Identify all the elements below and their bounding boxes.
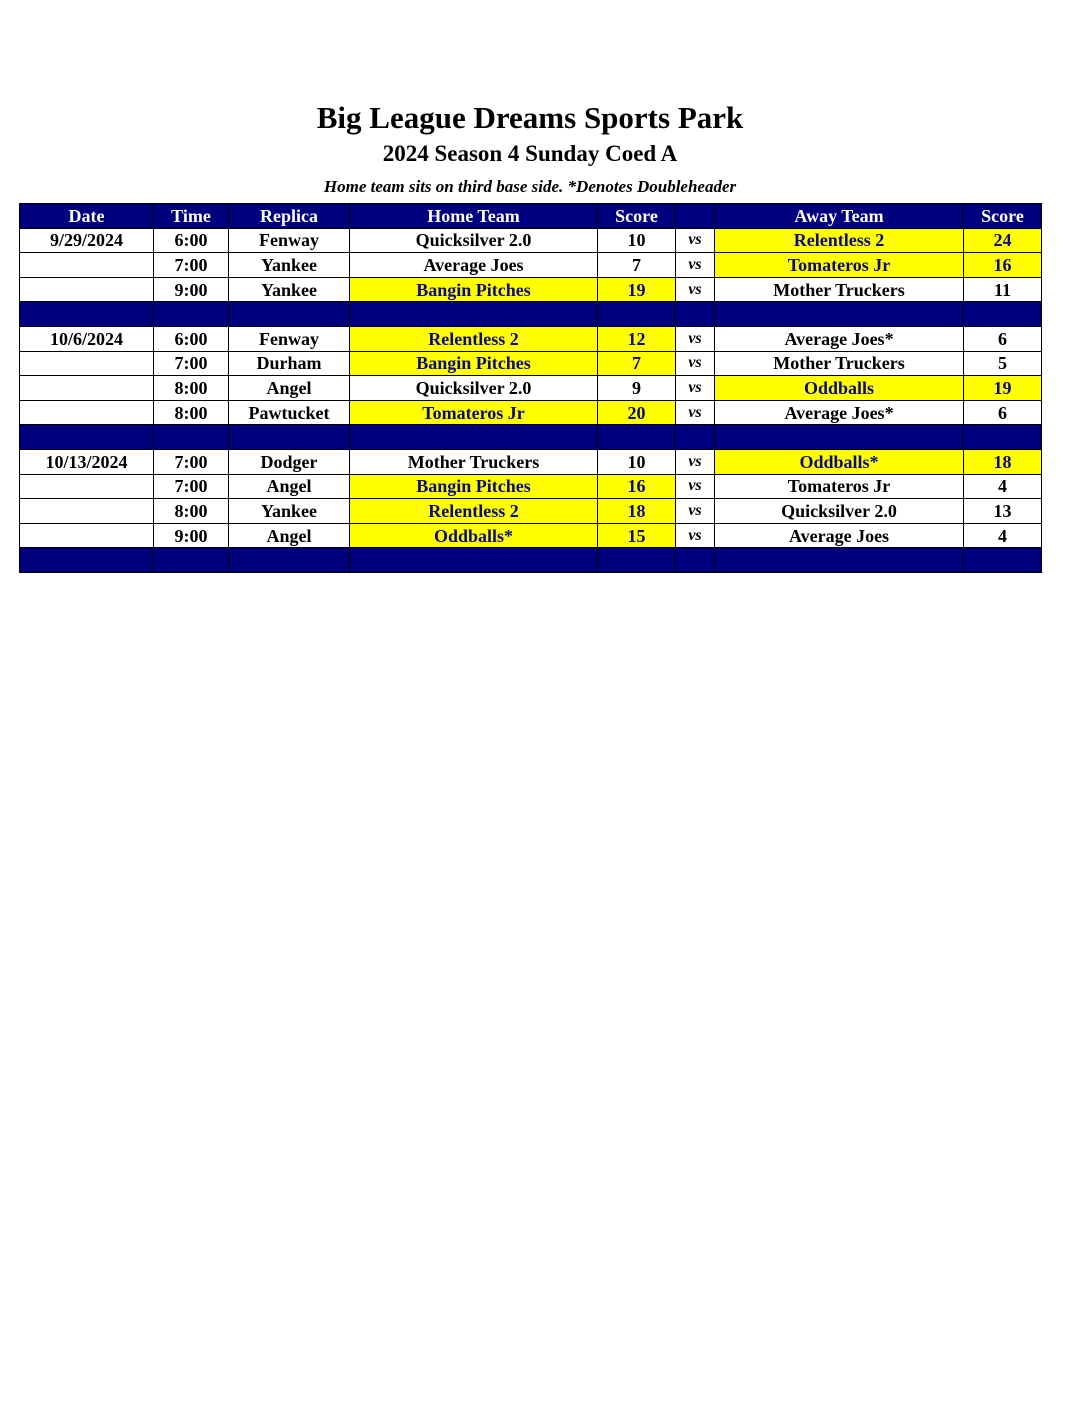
date-cell bbox=[20, 499, 154, 524]
replica-cell: Angel bbox=[229, 474, 350, 499]
date-cell bbox=[20, 253, 154, 278]
home-score-cell: 19 bbox=[598, 277, 676, 302]
away-team-cell: Oddballs bbox=[715, 376, 964, 401]
home-team-cell: Average Joes bbox=[350, 253, 598, 278]
table-row bbox=[20, 400, 1042, 425]
date-cell bbox=[20, 277, 154, 302]
away-score-cell: 16 bbox=[964, 253, 1042, 278]
home-score-cell: 7 bbox=[598, 253, 676, 278]
separator-cell bbox=[229, 425, 350, 450]
home-team-cell: Relentless 2 bbox=[350, 499, 598, 524]
col-header-away-score: Score bbox=[964, 204, 1042, 229]
table-row bbox=[20, 253, 1042, 278]
home-score-cell: 16 bbox=[598, 474, 676, 499]
page-title: Big League Dreams Sports Park bbox=[316, 100, 744, 135]
vs-cell: vs bbox=[676, 449, 715, 474]
separator-cell bbox=[20, 425, 154, 450]
time-cell: 6:00 bbox=[154, 326, 229, 351]
table-row bbox=[20, 449, 1042, 474]
home-team-cell: Relentless 2 bbox=[350, 326, 598, 351]
away-score-cell: 24 bbox=[964, 228, 1042, 253]
separator-cell bbox=[676, 548, 715, 573]
home-team-cell: Bangin Pitches bbox=[350, 351, 598, 376]
page-subtitle: 2024 Season 4 Sunday Coed A bbox=[382, 141, 678, 166]
replica-cell: Yankee bbox=[229, 253, 350, 278]
time-cell: 7:00 bbox=[154, 351, 229, 376]
separator-cell bbox=[676, 302, 715, 327]
home-score-cell: 20 bbox=[598, 400, 676, 425]
table-row bbox=[20, 474, 1042, 499]
time-cell: 8:00 bbox=[154, 499, 229, 524]
table-row bbox=[20, 326, 1042, 351]
separator-row bbox=[20, 425, 1042, 450]
away-team-cell: Quicksilver 2.0 bbox=[715, 499, 964, 524]
col-header-date: Date bbox=[20, 204, 154, 229]
away-score-cell: 19 bbox=[964, 376, 1042, 401]
away-score-cell: 6 bbox=[964, 326, 1042, 351]
date-cell bbox=[20, 400, 154, 425]
vs-cell: vs bbox=[676, 277, 715, 302]
col-header-vs bbox=[676, 204, 715, 229]
away-team-cell: Tomateros Jr bbox=[715, 474, 964, 499]
schedule-table bbox=[19, 203, 1042, 573]
separator-cell bbox=[598, 425, 676, 450]
time-cell: 9:00 bbox=[154, 277, 229, 302]
away-score-cell: 13 bbox=[964, 499, 1042, 524]
separator-cell bbox=[964, 548, 1042, 573]
time-cell: 8:00 bbox=[154, 376, 229, 401]
separator-cell bbox=[715, 425, 964, 450]
vs-cell: vs bbox=[676, 400, 715, 425]
col-header-home-score: Score bbox=[598, 204, 676, 229]
home-team-cell: Bangin Pitches bbox=[350, 474, 598, 499]
away-team-cell: Oddballs* bbox=[715, 449, 964, 474]
separator-cell bbox=[154, 425, 229, 450]
separator-cell bbox=[350, 302, 598, 327]
time-cell: 6:00 bbox=[154, 228, 229, 253]
replica-cell: Fenway bbox=[229, 326, 350, 351]
separator-cell bbox=[154, 548, 229, 573]
separator-cell bbox=[229, 548, 350, 573]
date-cell bbox=[20, 523, 154, 548]
separator-row bbox=[20, 548, 1042, 573]
date-cell: 9/29/2024 bbox=[20, 228, 154, 253]
replica-cell: Yankee bbox=[229, 277, 350, 302]
date-cell: 10/13/2024 bbox=[20, 449, 154, 474]
vs-cell: vs bbox=[676, 523, 715, 548]
time-cell: 7:00 bbox=[154, 449, 229, 474]
home-team-cell: Tomateros Jr bbox=[350, 400, 598, 425]
separator-cell bbox=[715, 548, 964, 573]
away-team-cell: Average Joes* bbox=[715, 400, 964, 425]
table-row bbox=[20, 376, 1042, 401]
replica-cell: Yankee bbox=[229, 499, 350, 524]
home-score-cell: 7 bbox=[598, 351, 676, 376]
separator-cell bbox=[350, 425, 598, 450]
separator-cell bbox=[676, 425, 715, 450]
separator-cell bbox=[964, 302, 1042, 327]
table-row bbox=[20, 499, 1042, 524]
separator-cell bbox=[20, 302, 154, 327]
away-score-cell: 11 bbox=[964, 277, 1042, 302]
home-score-cell: 10 bbox=[598, 449, 676, 474]
home-team-cell: Quicksilver 2.0 bbox=[350, 228, 598, 253]
replica-cell: Dodger bbox=[229, 449, 350, 474]
time-cell: 7:00 bbox=[154, 253, 229, 278]
separator-row bbox=[20, 302, 1042, 327]
col-header-away-team: Away Team bbox=[715, 204, 964, 229]
vs-cell: vs bbox=[676, 376, 715, 401]
home-score-cell: 10 bbox=[598, 228, 676, 253]
table-row bbox=[20, 523, 1042, 548]
date-cell bbox=[20, 351, 154, 376]
vs-cell: vs bbox=[676, 253, 715, 278]
separator-cell bbox=[350, 548, 598, 573]
schedule-note: Home team sits on third base side. *Denotes Doubleheader bbox=[323, 177, 737, 196]
away-team-cell: Relentless 2 bbox=[715, 228, 964, 253]
vs-cell: vs bbox=[676, 474, 715, 499]
separator-cell bbox=[154, 302, 229, 327]
vs-cell: vs bbox=[676, 351, 715, 376]
date-cell bbox=[20, 474, 154, 499]
away-score-cell: 4 bbox=[964, 523, 1042, 548]
replica-cell: Pawtucket bbox=[229, 400, 350, 425]
col-header-home-team: Home Team bbox=[350, 204, 598, 229]
vs-cell: vs bbox=[676, 326, 715, 351]
table-row bbox=[20, 351, 1042, 376]
away-score-cell: 5 bbox=[964, 351, 1042, 376]
table-row bbox=[20, 228, 1042, 253]
separator-cell bbox=[598, 302, 676, 327]
table-row bbox=[20, 277, 1042, 302]
home-team-cell: Quicksilver 2.0 bbox=[350, 376, 598, 401]
away-team-cell: Average Joes bbox=[715, 523, 964, 548]
home-team-cell: Oddballs* bbox=[350, 523, 598, 548]
home-team-cell: Bangin Pitches bbox=[350, 277, 598, 302]
replica-cell: Angel bbox=[229, 376, 350, 401]
away-team-cell: Mother Truckers bbox=[715, 277, 964, 302]
away-team-cell: Average Joes* bbox=[715, 326, 964, 351]
vs-cell: vs bbox=[676, 228, 715, 253]
replica-cell: Angel bbox=[229, 523, 350, 548]
home-team-cell: Mother Truckers bbox=[350, 449, 598, 474]
time-cell: 8:00 bbox=[154, 400, 229, 425]
separator-cell bbox=[598, 548, 676, 573]
col-header-time: Time bbox=[154, 204, 229, 229]
separator-cell bbox=[20, 548, 154, 573]
separator-cell bbox=[715, 302, 964, 327]
col-header-replica: Replica bbox=[229, 204, 350, 229]
home-score-cell: 9 bbox=[598, 376, 676, 401]
time-cell: 7:00 bbox=[154, 474, 229, 499]
replica-cell: Fenway bbox=[229, 228, 350, 253]
away-score-cell: 4 bbox=[964, 474, 1042, 499]
home-score-cell: 18 bbox=[598, 499, 676, 524]
date-cell bbox=[20, 376, 154, 401]
separator-cell bbox=[964, 425, 1042, 450]
schedule-body bbox=[20, 228, 1042, 572]
table-header-row bbox=[20, 204, 1042, 229]
time-cell: 9:00 bbox=[154, 523, 229, 548]
date-cell: 10/6/2024 bbox=[20, 326, 154, 351]
away-score-cell: 6 bbox=[964, 400, 1042, 425]
separator-cell bbox=[229, 302, 350, 327]
away-score-cell: 18 bbox=[964, 449, 1042, 474]
home-score-cell: 15 bbox=[598, 523, 676, 548]
home-score-cell: 12 bbox=[598, 326, 676, 351]
away-team-cell: Mother Truckers bbox=[715, 351, 964, 376]
away-team-cell: Tomateros Jr bbox=[715, 253, 964, 278]
replica-cell: Durham bbox=[229, 351, 350, 376]
vs-cell: vs bbox=[676, 499, 715, 524]
